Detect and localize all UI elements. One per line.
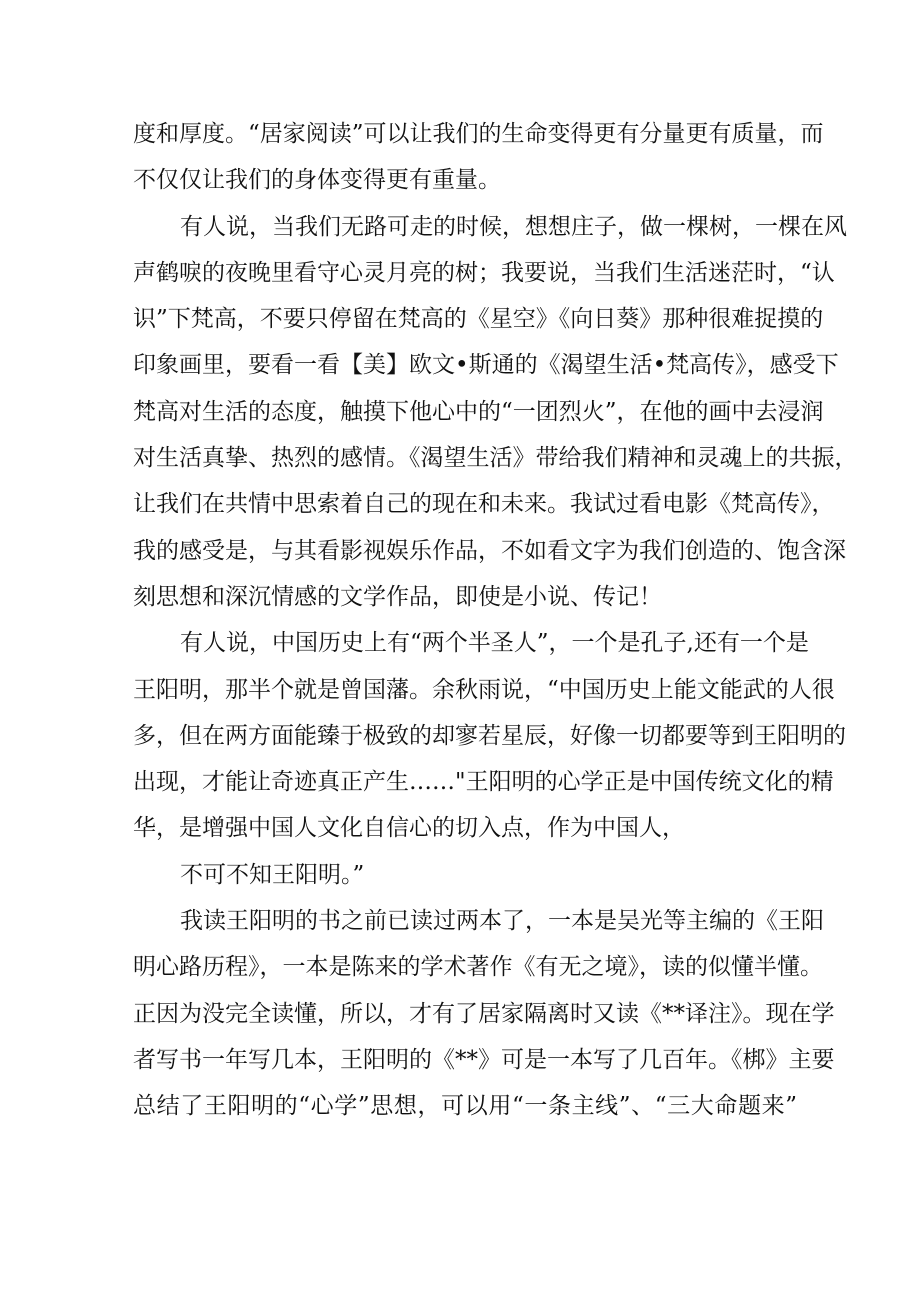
text-line: 多，但在两方面能臻于极致的却寥若星辰，好像一切都要等到王阳明的 [133, 723, 846, 749]
text-line: 我读王阳明的书之前已读过两本了，一本是吴光等主编的《王阳 [180, 908, 824, 934]
text-line: 刻思想和深沉情感的文学作品，即使是小说、传记！ [133, 584, 662, 610]
text-line: 让我们在共情中思索着自己的现在和未来。我试过看电影《梵高传》， [133, 491, 835, 517]
text-line: 有人说，中国历史上有“两个半圣人”，一个是孔子,还有一个是 [180, 630, 809, 656]
text-line: 正因为没完全读懂，所以，才有了居家隔离时又读《**译注》。现在学 [133, 1001, 835, 1027]
text-line: 者写书一年写几本，王阳明的《**》可是一本写了几百年。《梆》主要 [133, 1047, 835, 1073]
text-line: 对生活真挚、热烈的感情。《渴望生活》带给我们精神和灵魂上的共振， [133, 445, 858, 471]
text-line: 明心路历程》，一本是陈来的学术著作《有无之境》，读的似懂半懂。 [133, 954, 823, 980]
text-line: 印象画里，要看一看【美】欧文•斯通的《渴望生活•梵高传》，感受下 [133, 352, 839, 378]
text-line: 出现，才能让奇迹真正产生……"王阳明的心学正是中国传统文化的精 [133, 769, 834, 795]
text-line: 识”下梵高，不要只停留在梵高的《星空》《向日葵》那种很难捉摸的 [133, 306, 824, 332]
text-line: 华，是增强中国人文化自信心的切入点，作为中国人， [133, 815, 685, 841]
text-line: 总结了王阳明的“心学”思想，可以用“一条主线”、“三大命题来” [133, 1093, 797, 1119]
text-line: 不可不知王阳明。” [180, 862, 365, 888]
text-line: 王阳明，那半个就是曾国藩。余秋雨说，“中国历史上能文能武的人很 [133, 677, 835, 703]
text-line: 我的感受是，与其看影视娱乐作品，不如看文字为我们创造的、饱含深 [133, 538, 846, 564]
text-line: 声鹤唳的夜晚里看守心灵月亮的树；我要说，当我们生活迷茫时，“认 [133, 260, 835, 286]
text-line: 度和厚度。“居家阅读”可以让我们的生命变得更有分量更有质量，而 [133, 121, 824, 147]
text-line: 梵高对生活的态度，触摸下他心中的“一团烈火”，在他的画中去浸润 [133, 399, 824, 425]
text-line: 有人说，当我们无路可走的时候，想想庄子，做一棵树，一棵在风 [180, 214, 847, 240]
text-line: 不仅仅让我们的身体变得更有重量。 [133, 167, 501, 193]
